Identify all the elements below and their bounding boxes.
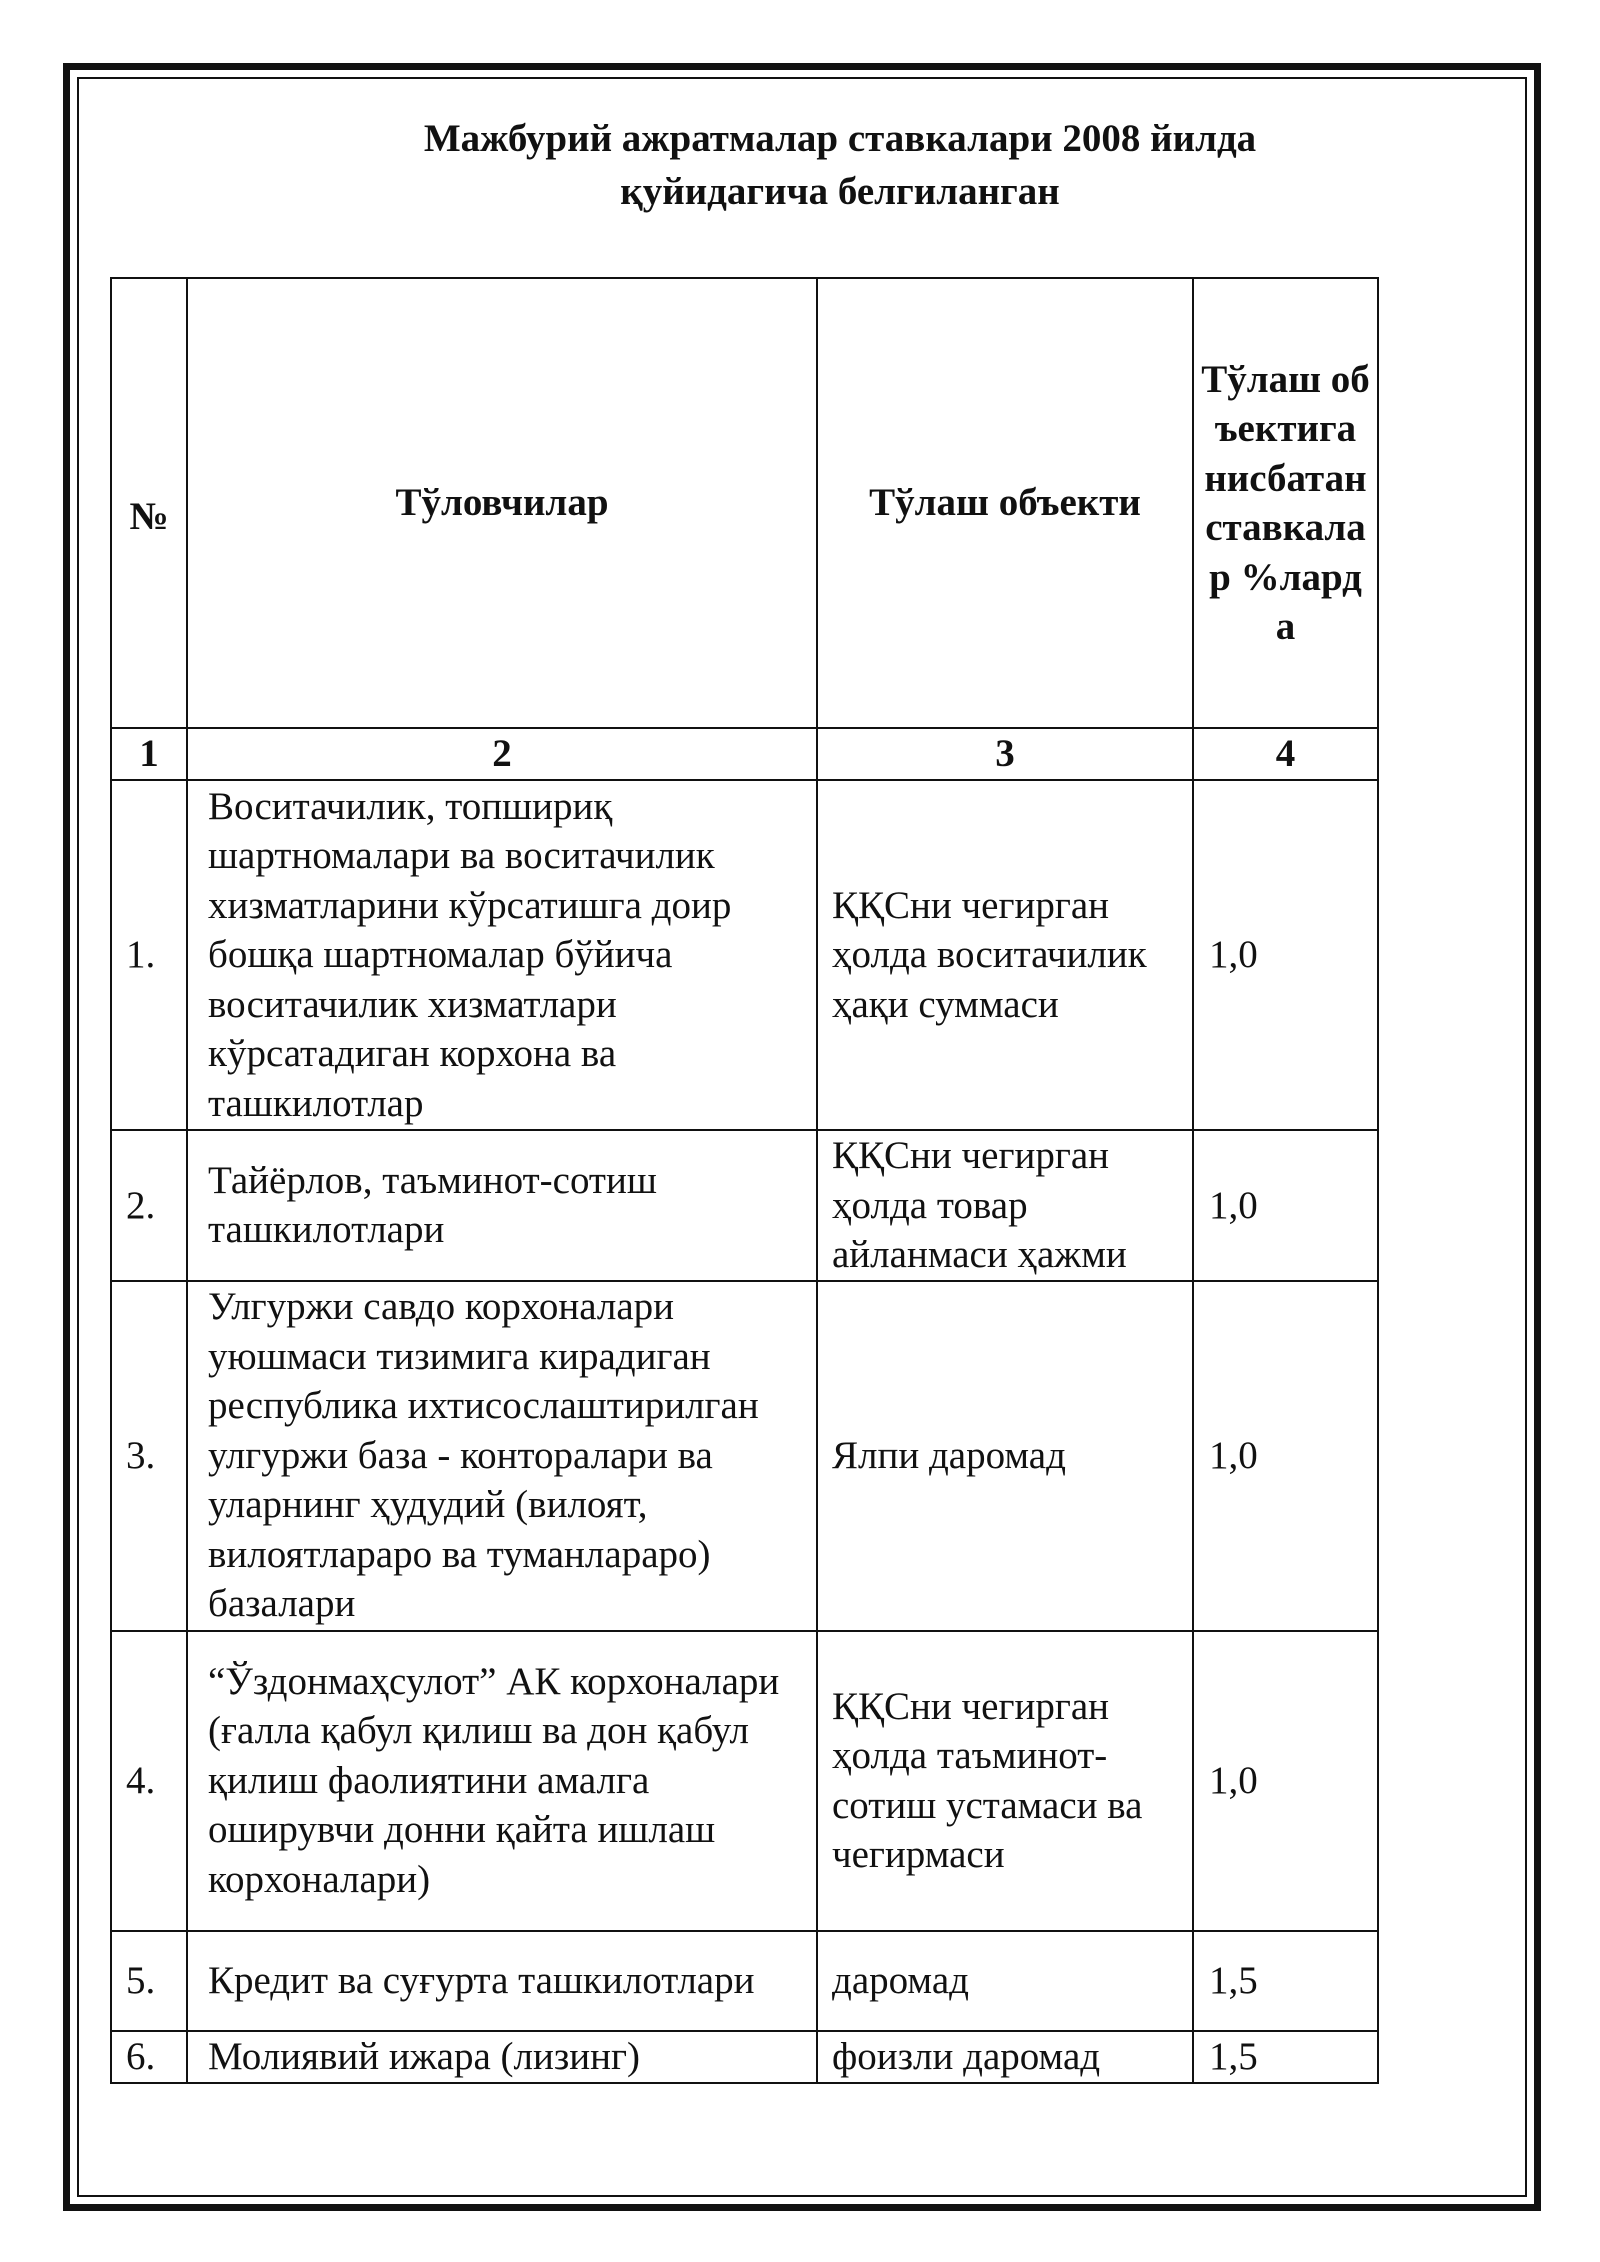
table-row bbox=[111, 2031, 1378, 2083]
header-rate bbox=[1193, 278, 1378, 728]
column-number-row bbox=[111, 728, 1378, 780]
object-cell: ҚҚСни чегирган ҳолда таъминот-сотиш устамаси ва чегирмаси bbox=[817, 1631, 1193, 1931]
table-row bbox=[111, 1931, 1378, 2031]
row-number: 1. bbox=[111, 780, 187, 1130]
column-number: 2 bbox=[187, 728, 817, 780]
payer-cell: Тайёрлов, таъминот-сотиш ташкилотлари bbox=[187, 1130, 817, 1281]
row-number: 2. bbox=[111, 1130, 187, 1281]
object-cell: ҚҚСни чегирган ҳолда товар айланмаси ҳажми bbox=[817, 1130, 1193, 1281]
row-number: 4. bbox=[111, 1631, 187, 1931]
header-object: Тўлаш объекти bbox=[817, 278, 1193, 728]
payer-cell: Воситачилик, топшириқ шартномалари ва воситачилик хизматларини кўрсатишга доир бошқа шартномалар бўйича воситачилик хизматлари кўрсатадиган корхона ва ташкилотлар bbox=[187, 780, 817, 1130]
rate-cell: 1,5 bbox=[1193, 2031, 1378, 2083]
title-line-2: қуйидагича белгиланган bbox=[620, 170, 1060, 213]
row-number: 5. bbox=[111, 1931, 187, 2031]
header-payers: Тўловчилар bbox=[187, 278, 817, 728]
row-number: 3. bbox=[111, 1281, 187, 1631]
column-number: 1 bbox=[111, 728, 187, 780]
object-cell: Ялпи даромад bbox=[817, 1281, 1193, 1631]
table-row bbox=[111, 1130, 1378, 1281]
column-number: 4 bbox=[1193, 728, 1378, 780]
rate-cell: 1,0 bbox=[1193, 780, 1378, 1130]
header-rate-text: Тўлаш объектига нисбатан ставкалар %ларда bbox=[1201, 357, 1370, 648]
header-no: № bbox=[111, 278, 187, 728]
rate-cell: 1,0 bbox=[1193, 1281, 1378, 1631]
table-row bbox=[111, 1631, 1378, 1931]
object-cell: фоизли даромад bbox=[817, 2031, 1193, 2083]
object-cell: ҚҚСни чегирган ҳолда воситачилик ҳақи суммаси bbox=[817, 780, 1193, 1130]
table-row bbox=[111, 780, 1378, 1130]
title-line-1: Мажбурий ажратмалар ставкалари 2008 йилда bbox=[423, 117, 1257, 160]
payer-cell: Молиявий ижара (лизинг) bbox=[187, 2031, 817, 2083]
object-cell: даромад bbox=[817, 1931, 1193, 2031]
payer-cell: Улгуржи савдо корхоналари уюшмаси тизимига кирадиган республика ихтисослаштирилган улгуржи база - конторалари ва уларнинг ҳудудий (вилоят, вилоятлараро ва туманлараро) базалари bbox=[187, 1281, 817, 1631]
rates-table bbox=[110, 277, 1379, 2084]
header-row bbox=[111, 278, 1378, 728]
table-row bbox=[111, 1281, 1378, 1631]
payer-cell: “Ўздонмаҳсулот” АК корхоналари (ғалла қабул қилиш ва дон қабул қилиш фаолиятини амалга оширувчи донни қайта ишлаш корхоналари) bbox=[187, 1631, 817, 1931]
rate-cell: 1,5 bbox=[1193, 1931, 1378, 2031]
rate-cell: 1,0 bbox=[1193, 1130, 1378, 1281]
payer-cell: Кредит ва суғурта ташкилотлари bbox=[187, 1931, 817, 2031]
row-number: 6. bbox=[111, 2031, 187, 2083]
rate-cell: 1,0 bbox=[1193, 1631, 1378, 1931]
column-number: 3 bbox=[817, 728, 1193, 780]
document-title bbox=[220, 112, 1460, 218]
